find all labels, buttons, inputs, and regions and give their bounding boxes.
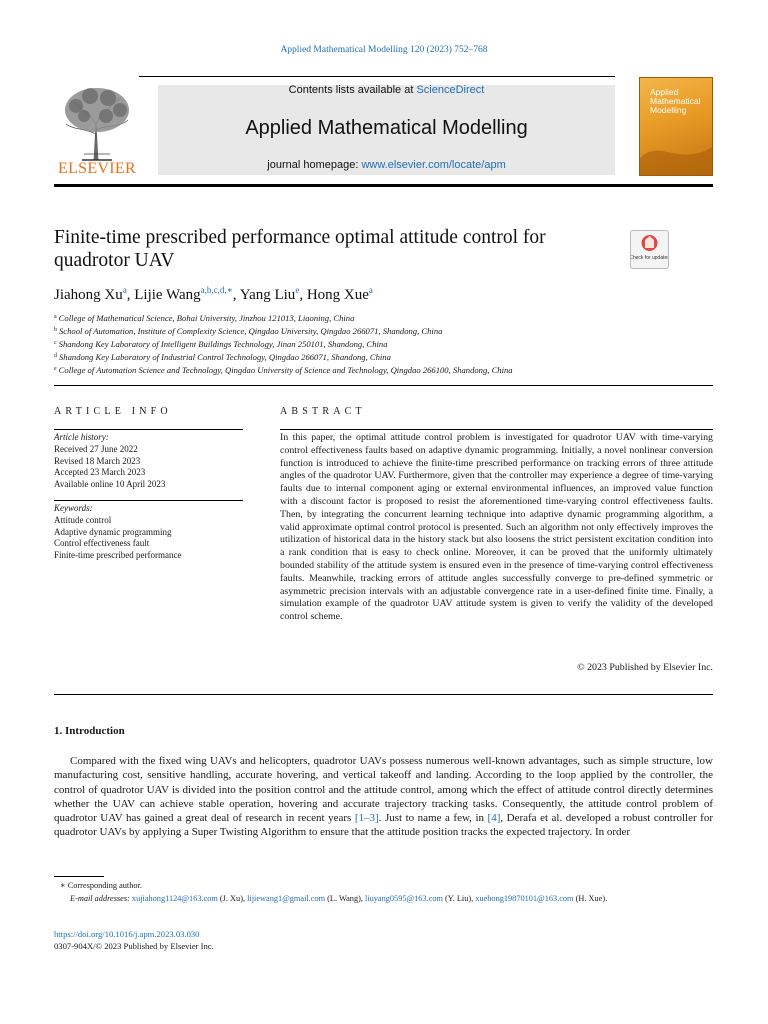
intro-paragraph: Compared with the fixed wing UAVs and helicopters, quadrotor UAVs possess numerous well-known advantages, such as simple structure, low manufacturing cost, sensitive handling, accurate hovering, and vertical takeoff and landing. According to the loop applied by the controller, the control of quadrotor UAV is divided into the position control and the attitude control, among which the effect of attitude control directly determines whether the UAV can achieve stable operation, hovering and accurate trajectory tracking tasks. Consequently, the attitude control problem of quadrotor UAV has gained a great deal of research in recent years [1–3]. Just to name a few, in [4], Derafa et al. developed a robust controller for quadrotor UAVs by applying a Super Twisting Algorithm to ensure that the attitude position tracks the expected trajectory. In order: [54, 755, 713, 839]
divider: [54, 694, 713, 695]
citation-link[interactable]: [4]: [487, 812, 501, 825]
citation-link[interactable]: [1–3]: [354, 812, 379, 825]
divider: [54, 385, 713, 386]
keyword-item: Finite-time prescribed performance: [54, 550, 182, 561]
doi-block: [54, 929, 214, 952]
email-link[interactable]: xuehong19870101@163.com: [475, 893, 574, 903]
check-updates-label: Check for updates: [631, 255, 668, 261]
email-link[interactable]: liuyang0595@163.com: [365, 893, 443, 903]
sciencedirect-link[interactable]: ScienceDirect: [416, 84, 485, 96]
authors-line: Jiahong Xu$^a$, Lijie Wang$^{a,b,c,d,∗}$, Yang Liu$^e$, Hong Xue$^a$: [54, 285, 373, 303]
contents-line: [158, 84, 615, 96]
email-link[interactable]: xujiahong1124@163.com: [131, 893, 218, 903]
email-link[interactable]: lijiewang1@gmail.com: [247, 893, 326, 903]
homepage-line: [158, 159, 615, 171]
section-heading: 1. Introduction: [54, 725, 125, 737]
history-item: Accepted 23 March 2023: [54, 467, 146, 478]
cover-title: Applied Mathematical Modelling: [650, 87, 701, 115]
abstract-heading: ABSTRACT: [280, 406, 366, 417]
history-label: Article history:: [54, 432, 109, 442]
affiliation-item: $^b$ School of Automation, Institute of Complexity Science, Qingdao University, Qingdao 266071, Shandong, China: [54, 326, 443, 336]
journal-cover-image[interactable]: [639, 77, 713, 176]
history-item: Received 27 June 2022: [54, 443, 138, 454]
author[interactable]: Hong Xue$^a$: [306, 285, 373, 303]
corresponding-author-note: ∗ Corresponding author.: [60, 881, 142, 890]
article-history: [54, 432, 243, 491]
doi-link[interactable]: https://doi.org/10.1016/j.apm.2023.03.030: [54, 929, 200, 939]
author[interactable]: Yang Liu$^e$: [239, 285, 300, 303]
author[interactable]: Lijie Wang$^{a,b,c,d,∗}$: [134, 285, 233, 303]
footnotes: [54, 880, 713, 905]
affiliation-item: $^c$ Shandong Key Laboratory of Intelligent Buildings Technology, Jinan 250101, Shandong, China: [54, 339, 388, 349]
abstract-text: In this paper, the optimal attitude control problem is investigated for quadrotor UAV with time-varying control effectiveness faults based on adaptive dynamic programming. Initially, a novel nonlinear conversion function is introduced to achieve the finite-time prescribed performance on tracking errors of three attitude angles of the quadrotor UAV. Furthermore, given that the controller may experience a degree of time-varying faults due to internal component aging or external environmental influences, an improved value function with a discount factor is proposed to resist the aforementioned time-varying control effectiveness faults. Then, by integrating the concurrent learning technique into adaptive dynamic programming algorithm, a valid approximate optimal control protocol is presented. Such an algorithm not only effectively improves the utilization of historical data in the history stack but also loosens the strict persistent excitation condition into a rank condition that is easy to check online. Moreover, it can be proved that the uniformly ultimately bounded stability of the attitude system is ensured even in the presence of time-varying control effectiveness faults. Meanwhile, tracking errors of attitude angles successfully converge to pre-defined symmetric or asymmetric precision intervals with an adjustable convergence rate in a user-defined finite time. Finally, a simulation example of the quadrotor UAV attitude system is given to verify the validity of the developed control scheme.: [280, 432, 713, 623]
divider: [54, 429, 243, 430]
divider: [54, 500, 243, 501]
footnote-divider: [54, 876, 104, 877]
affiliation-item: $^d$ Shandong Key Laboratory of Industrial Control Technology, Qingdao 266071, Shandong, China: [54, 352, 391, 362]
contents-prefix: Contents lists available at: [288, 84, 417, 96]
check-for-updates-badge[interactable]: [630, 230, 669, 269]
copyright-line: © 2023 Published by Elsevier Inc.: [577, 662, 713, 673]
history-item: Revised 18 March 2023: [54, 455, 141, 466]
divider: [54, 184, 713, 187]
journal-reference[interactable]: Applied Mathematical Modelling 120 (2023) 752–768: [280, 45, 488, 55]
homepage-link[interactable]: www.elsevier.com/locate/apm: [361, 159, 506, 171]
issn-line: 0307-904X/© 2023 Published by Elsevier Inc.: [54, 940, 214, 951]
author[interactable]: Jiahong Xu$^a$: [54, 285, 127, 303]
keywords-label: Keywords:: [54, 503, 93, 513]
publisher-wordmark: ELSEVIER: [58, 160, 136, 177]
affiliation-item: $^a$ College of Mathematical Science, Bohai University, Jinzhou 121013, Liaoning, China: [54, 313, 355, 323]
article-info-heading: ARTICLE INFO: [54, 406, 172, 417]
homepage-prefix: journal homepage:: [267, 159, 362, 171]
divider: [139, 76, 615, 77]
divider: [280, 429, 713, 430]
keyword-item: Adaptive dynamic programming: [54, 526, 172, 537]
paper-title: Finite-time prescribed performance optimal attitude control for quadrotor UAV: [54, 227, 546, 271]
journal-name: Applied Mathematical Modelling: [245, 117, 528, 139]
affiliation-item: $^e$ College of Automation Science and Technology, Qingdao University of Science and Technology, Qingdao 266100, Shandong, China: [54, 365, 513, 375]
affiliations: [54, 311, 713, 376]
keyword-item: Attitude control: [54, 514, 112, 525]
keyword-item: Control effectiveness fault: [54, 538, 150, 549]
keywords: [54, 503, 243, 562]
email-addresses: E-mail addresses: xujiahong1124@163.com (J. Xu), lijiewang1@gmail.com (L. Wang), liuyang0595@163.com (Y. Liu), xuehong19870101@163.com (H. Xue).: [70, 893, 608, 903]
history-item: Available online 10 April 2023: [54, 479, 166, 490]
